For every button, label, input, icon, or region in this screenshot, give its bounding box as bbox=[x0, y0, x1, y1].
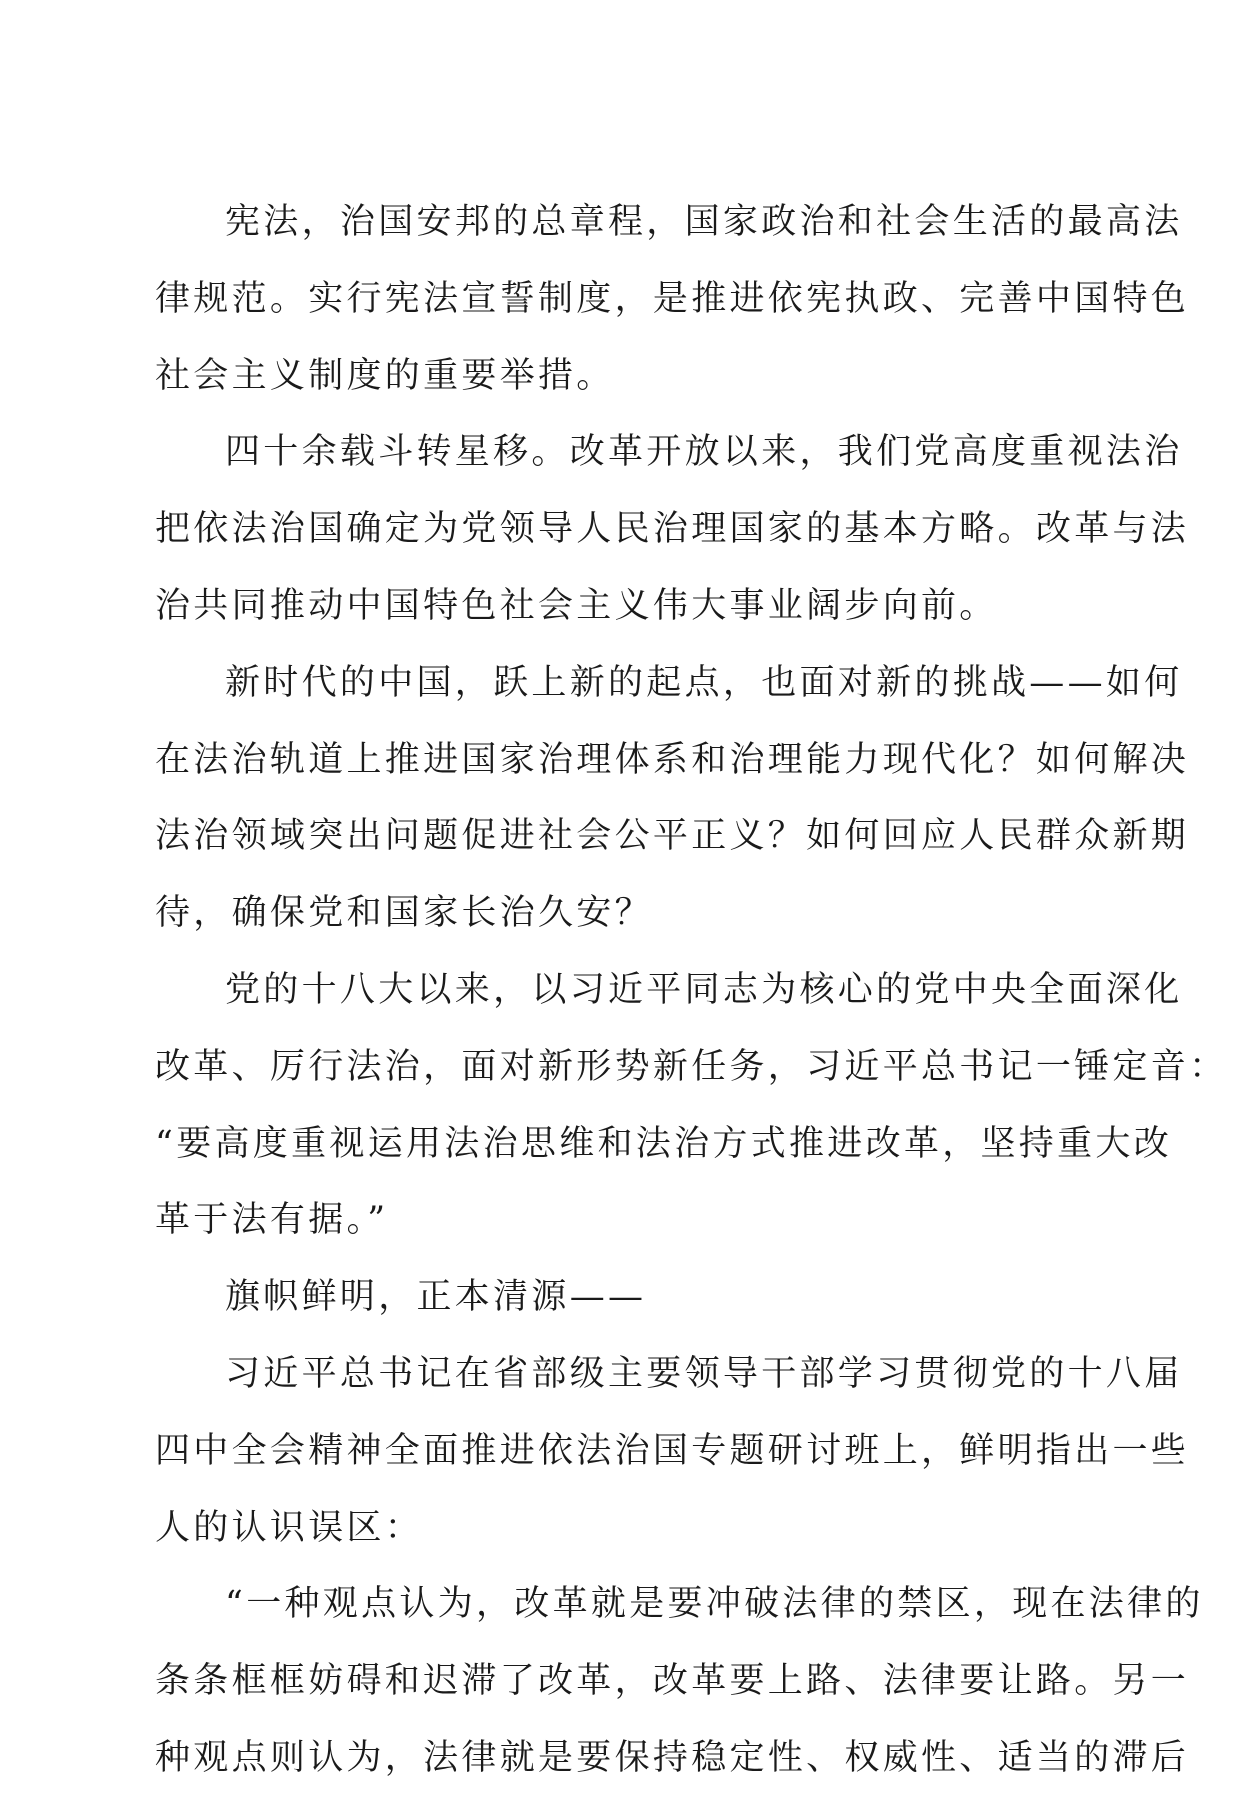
text-line: 待，确保党和国家长治久安？ bbox=[155, 893, 653, 934]
paragraph-seminar bbox=[155, 1336, 1190, 1566]
text-line: 改革、厉行法治，面对新形势新任务，习近平总书记一锤定音： bbox=[155, 1046, 1228, 1087]
text-line: 党的十八大以来，以习近平同志为核心的党中央全面深化 bbox=[225, 969, 1183, 1010]
text-line: 人的认识误区： bbox=[155, 1507, 424, 1548]
text-line: 在法治轨道上推进国家治理体系和治理能力现代化？如何解决 bbox=[155, 739, 1190, 780]
paragraph-banner bbox=[155, 1259, 1085, 1336]
text-line: “要高度重视运用法治思维和法治方式推进改革，坚持重大改 bbox=[155, 1123, 1172, 1164]
text-line: 新时代的中国，跃上新的起点，也面对新的挑战——如何 bbox=[225, 662, 1183, 703]
text-line: 条条框框妨碍和迟滞了改革，改革要上路、法律要让路。另一 bbox=[155, 1661, 1190, 1702]
text-line: 习近平总书记在省部级主要领导干部学习贯彻党的十八届 bbox=[225, 1353, 1183, 1394]
text-line: 革于法有据。” bbox=[155, 1200, 389, 1241]
paragraph-quote bbox=[155, 1566, 1204, 1796]
text-line: 种观点则认为，法律就是要保持稳定性、权威性、适当的滞后 bbox=[155, 1737, 1190, 1778]
text-line: “一种观点认为，改革就是要冲破法律的禁区，现在法律的 bbox=[225, 1584, 1204, 1625]
paragraph-18th-congress bbox=[155, 952, 1228, 1259]
text-line: 四十余载斗转星移。改革开放以来，我们党高度重视法治 bbox=[225, 432, 1183, 473]
paragraph-constitution bbox=[155, 184, 1190, 414]
text-line: 社会主义制度的重要举措。 bbox=[155, 355, 615, 396]
text-line: 法治领域突出问题促进社会公平正义？如何回应人民群众新期 bbox=[155, 816, 1190, 857]
text-line: 律规范。实行宪法宣誓制度，是推进依宪执政、完善中国特色 bbox=[155, 278, 1190, 319]
paragraph-reform-opening bbox=[155, 414, 1190, 644]
text-line: 把依法治国确定为党领导人民治理国家的基本方略。改革与法 bbox=[155, 509, 1190, 550]
text-line: 宪法，治国安邦的总章程，国家政治和社会生活的最高法 bbox=[225, 202, 1183, 242]
text-line: 治共同推动中国特色社会主义伟大事业阔步向前。 bbox=[155, 585, 998, 626]
text-line: 四中全会精神全面推进依法治国专题研讨班上，鲜明指出一些 bbox=[155, 1430, 1190, 1471]
document-body bbox=[155, 184, 1228, 1797]
paragraph-new-era bbox=[155, 645, 1190, 952]
text-line: 旗帜鲜明，正本清源—— bbox=[225, 1277, 647, 1318]
